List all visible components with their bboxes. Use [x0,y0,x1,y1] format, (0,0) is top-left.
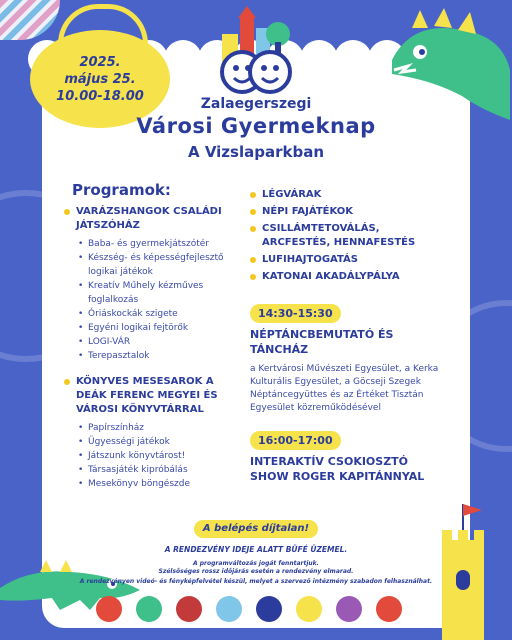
sponsor-logo-icon [96,596,122,622]
event-title: INTERAKTÍV CSOKIOSZTÓ SHOW ROGER KAPITÁNNYAL [250,455,425,483]
program-item: • Ügyességi játékok [64,435,244,449]
title-city: Zalaegerszegi [200,96,312,112]
note-change: A programváltozás jogát fenntartjuk. [193,560,319,567]
sponsor-logo-icon [376,596,402,622]
program-item: • Mesekönyv böngészde [64,477,244,491]
sponsor-logo-icon [216,596,242,622]
program-item: • LOGI-VÁR [64,335,244,349]
right-column [250,188,446,484]
time-badge: 16:00-17:00 [250,431,341,450]
date-year: 2025. [79,54,121,70]
program-item: • Papírszínház [64,421,244,435]
sponsor-logos [96,596,416,630]
note-recording: A rendezvényen videó- és fényképfelvétel készül, melyet a szervező intézmény szabadon felhasználhat. [79,578,433,585]
time-badge: 14:30-15:30 [250,304,341,323]
rainbow-decoration [0,0,60,40]
date-time: 10.00-18.00 [56,88,144,104]
note-weather: Szélsőséges rossz időjárás esetén a rendezvény elmarad. [158,568,354,575]
date-day: május 25. [64,71,136,87]
program-item: • Egyéni logikai fejtörők [64,321,244,335]
program-item: • Társasjáték kipróbálás [64,463,244,477]
free-entry-badge: A belépés díjtalan! [194,520,318,538]
sponsor-logo-icon [296,596,322,622]
castle-logo-icon [212,6,302,98]
programs-heading: Programok: [72,181,171,199]
title-main: Városi Gyermeknap [136,114,376,138]
program-item: • Játszunk könyvtárost! [64,449,244,463]
sponsor-logo-icon [176,596,202,622]
program-item: • Terepasztalok [64,349,244,363]
sponsor-logo-icon [336,596,362,622]
title-location: A Vizslaparkban [187,143,324,161]
sponsor-logo-icon [136,596,162,622]
program-group-title: VARÁZSHANGOK CSALÁDI JÁTSZÓHÁZ [64,205,226,233]
event-title: NÉPTÁNCBEMUTATÓ ÉS TÁNCHÁZ [250,328,394,356]
program-item-strong: KATONAI AKADÁLYPÁLYA [250,270,446,284]
left-column [64,205,244,491]
program-item-strong: CSILLÁMTETOVÁLÁS, ARCFESTÉS, HENNAFESTÉS [250,222,446,250]
note-buffet: A RENDEZVÉNY IDEJE ALATT BÜFÉ ÜZEMEL. [164,545,348,554]
program-item: • Kreatív Műhely kézműves foglalkozás [64,279,244,307]
program-item: • Baba- és gyermekjátszótér [64,237,244,251]
program-item-strong: LÉGVÁRAK [250,188,446,202]
program-item: • Óriáskockák szigete [64,307,244,321]
event-description: a Kertvárosi Művészeti Egyesület, a Kerka Kulturális Egyesület, a Göcseji Szegek Néptáncegyüttes és az Értéket Tisztán Egyesület közreműködésével [250,364,439,413]
program-item: • Készség- és képességfejlesztő logikai játékok [64,251,244,279]
sponsor-logo-icon [256,596,282,622]
program-item-strong: NÉPI FAJÁTÉKOK [250,205,446,219]
program-item-strong: LUFIHAJTOGATÁS [250,253,446,267]
program-group-title: KÖNYVES MESESAROK A DEÁK FERENC MEGYEI ÉS VÁROSI KÖNYVTÁRRAL [64,375,244,417]
